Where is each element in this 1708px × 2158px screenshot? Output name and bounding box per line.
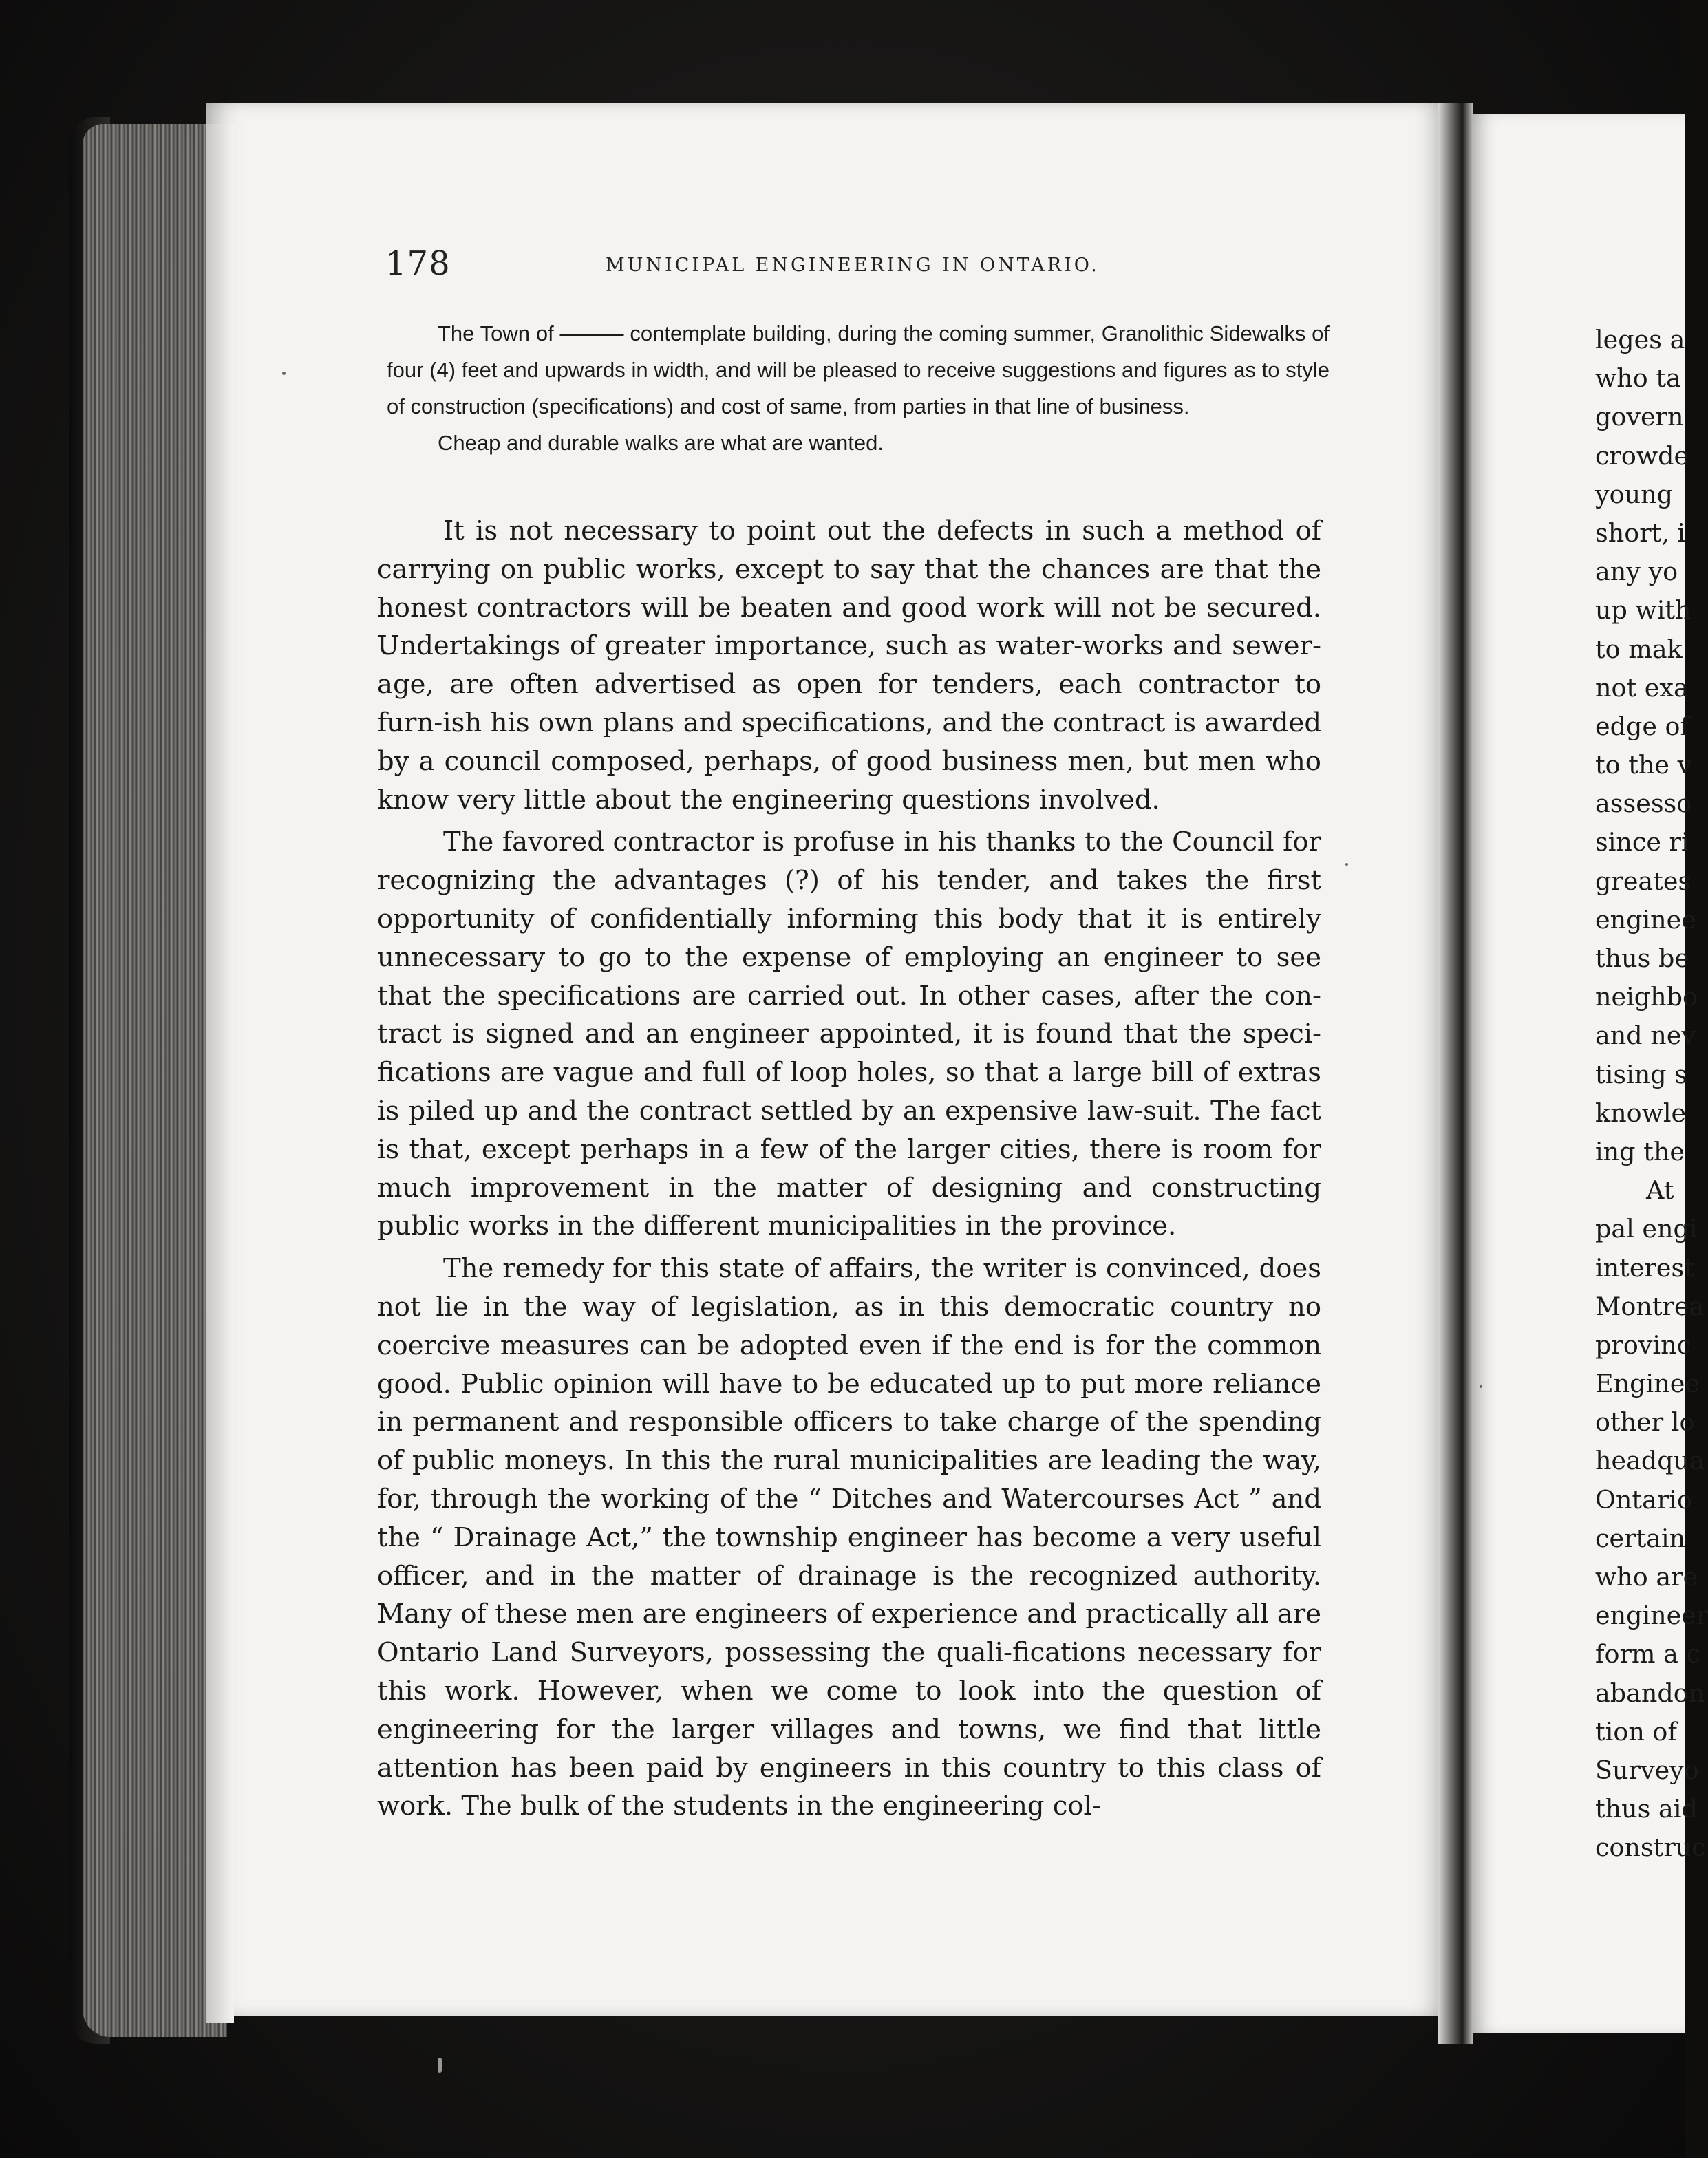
advertisement-block <box>387 315 1330 461</box>
dust-speck <box>1480 1385 1482 1388</box>
right-page-line: Surveyo <box>1595 1755 1699 1785</box>
running-head <box>385 241 1349 289</box>
page-number: 178 <box>385 244 451 283</box>
dust-speck <box>1345 863 1348 866</box>
right-page-line: thus aid <box>1595 1794 1698 1824</box>
right-page-line: neighbo <box>1595 982 1698 1012</box>
right-page-line: abandon <box>1595 1678 1705 1708</box>
right-page-line: any yo <box>1595 557 1678 587</box>
right-page-line: short, i <box>1595 517 1686 548</box>
body-paragraph: The remedy for this state of affairs, the writer is convinced, does not lie in the way of legislation, as in this democratic country no coercive measures can be adopted even if the end is for the common good. Public opinion will have to be educated up to put more reliance in permanent and responsible officers to take charge of the spending of public moneys. In this the rural municipalities are leading the way, for, through the working of the “ Ditches and Watercourses Act ” and the “ Drainage Act,” the township engineer has become a very useful officer, and in the matter of drainage is the recognized authority. Many of these men are engineers of experience and practically all are Ontario Land Surveyors, possessing the quali-fications necessary for this work. However, when we come to look into the question of engineering for the larger villages and towns, we find that little attention has been paid by engineers in this country to this class of work. The bulk of the students in the engineering col- <box>377 1253 1321 1822</box>
right-page-line: headqua <box>1595 1446 1705 1476</box>
right-page-line: and nev <box>1595 1021 1696 1051</box>
right-page-line: form a c <box>1595 1639 1700 1669</box>
body-text <box>377 512 1321 1826</box>
right-page-line: govern <box>1595 402 1684 432</box>
right-page-line: leges a <box>1595 325 1685 354</box>
right-page-line: ing the <box>1595 1136 1685 1166</box>
right-page-line: thus be <box>1595 943 1689 973</box>
right-page-line: not exa <box>1595 672 1689 703</box>
right-page-line: tion of <box>1595 1716 1677 1746</box>
right-page-line: At <box>1646 1175 1674 1206</box>
right-page-line: construc <box>1595 1833 1706 1863</box>
right-page-line: to mak <box>1595 634 1683 664</box>
right-page-line: edge of <box>1595 711 1690 741</box>
right-page-line: enginee <box>1595 904 1696 934</box>
advertisement-paragraph: Cheap and durable walks are what are wanted. <box>438 431 884 455</box>
right-page-line: pal engi <box>1595 1214 1698 1244</box>
right-page-line: Montrea <box>1595 1291 1705 1321</box>
book-page-edges <box>83 124 227 2037</box>
right-page-line: up with <box>1595 595 1691 626</box>
right-page-line: tising s <box>1595 1059 1687 1089</box>
dust-speck <box>438 2058 442 2073</box>
right-page-line: certain <box>1595 1523 1686 1553</box>
right-page-line: since ri <box>1595 827 1689 857</box>
right-page-line: interest <box>1595 1252 1694 1283</box>
right-page-line: greates <box>1595 866 1691 896</box>
left-page-edge <box>206 124 234 2023</box>
body-paragraph: The favored contractor is profuse in his thanks to the Council for recognizing the advantages (?) of his tender, and takes the first opportunity of confidentially informing this body that it is entirely unnecessary to go to the expense of employing an engineer to see that the specifications are carried out. In other cases, after the con-tract is signed and an engineer appointed, it is found that the speci-fications are vague and full of loop holes, so that a large bill of extras is piled up and the contract settled by an expensive law-suit. The fact is that, except perhaps in a few of the larger cities, there is room for much improvement in the matter of designing and constructing public works in the different municipalities in the province. <box>377 826 1321 1242</box>
right-page-line: other lo <box>1595 1407 1695 1438</box>
right-page-line: crowde <box>1595 440 1689 471</box>
body-paragraph: It is not necessary to point out the defects in such a method of carrying on public works, except to say that the chances are that the honest contractors will be beaten and good work will not be secured. Undertakings of greater importance, such as water-works and sewer-age, are often advertised as open for tenders, each contractor to furn-ish his own plans and specifications, and the contract is awarded by a council composed, perhaps, of good business men, but men who know very little about the engineering questions involved. <box>377 515 1321 815</box>
right-page-line: to the v <box>1595 750 1692 780</box>
right-page-line: Enginee <box>1595 1369 1700 1399</box>
right-page-line: who ta <box>1595 363 1681 394</box>
advertisement-paragraph: The Town of ——— contemplate building, during the coming summer, Granolithic Sidewalks of four (4) feet and upwards in width, and will be pleased to receive suggestions and figures as to style of construction (specifications) and cost of same, from parties in that line of business. <box>387 321 1330 418</box>
right-page-line: assesso <box>1595 789 1692 819</box>
right-page-line: knowle <box>1595 1098 1687 1128</box>
right-page-line: Ontario <box>1595 1484 1692 1515</box>
dust-speck <box>282 372 286 375</box>
right-page-line: provinc <box>1595 1329 1691 1360</box>
right-page-text <box>1595 321 1708 1868</box>
right-page-line: who are <box>1595 1562 1698 1592</box>
book-gutter <box>1438 103 1473 2044</box>
right-page-line: engineer <box>1595 1601 1708 1631</box>
right-page-line: young <box>1595 479 1673 509</box>
running-head-title: MUNICIPAL ENGINEERING IN ONTARIO. <box>606 255 1100 276</box>
